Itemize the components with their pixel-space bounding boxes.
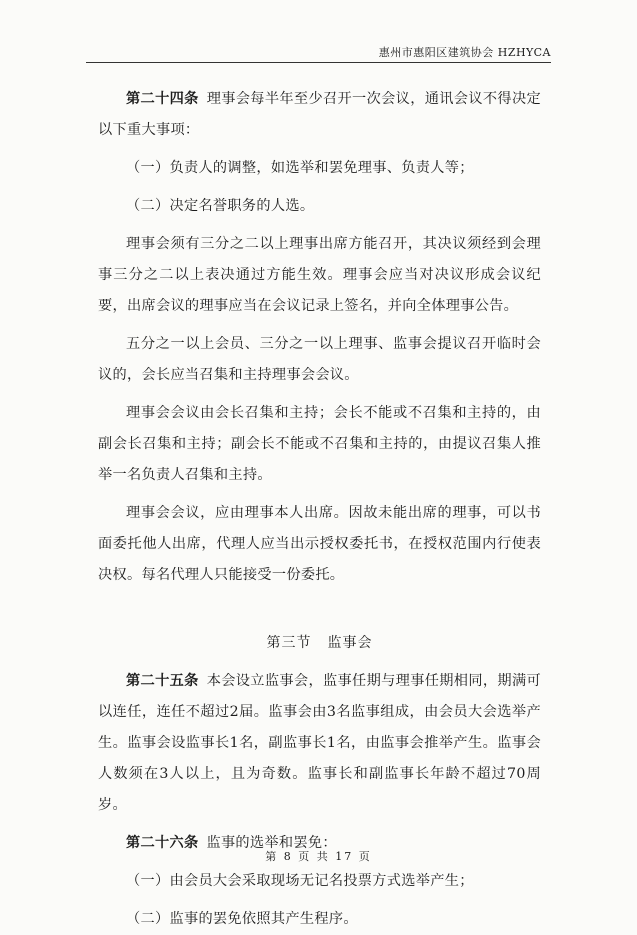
list-item: （二）决定名誉职务的人选。	[126, 198, 315, 214]
list-item: （一）负责人的调整，如选举和罢免理事、负责人等；	[126, 160, 474, 176]
article-label: 第二十四条	[126, 91, 199, 107]
article-label: 第二十六条	[126, 835, 199, 851]
article-text: 监事的选举和罢免：	[206, 835, 337, 851]
article-text: 本会设立监事会，监事任期与理事任期相同，期满可以连任，连任不超过2届。监事会由3名监事组成，由会员大会选举产生。监事会设监事长1名，副监事长1名，由监事会推举产生。监事会人数须在3人以上，且为奇数。监事长和副监事长年龄不超过70周岁。	[98, 673, 541, 813]
article-text: 理事会每半年至少召开一次会议，通讯会议不得决定以下重大事项：	[98, 91, 541, 138]
paragraph: 理事会会议，应由理事本人出席。因故未能出席的理事，可以书面委托他人出席，代理人应当出示授权委托书，在授权范围内行使表决权。每名代理人只能接受一份委托。	[98, 505, 541, 583]
article-label: 第二十五条	[126, 673, 199, 689]
list-item: （二）监事的罢免依照其产生程序。	[126, 911, 358, 927]
paragraph: 理事会会议由会长召集和主持；会长不能或不召集和主持的，由副会长召集和主持；副会长不能或不召集和主持的，由提议召集人推举一名负责人召集和主持。	[98, 405, 541, 483]
paragraph: 五分之一以上会员、三分之一以上理事、监事会提议召开临时会议的，会长应当召集和主持理事会会议。	[98, 336, 541, 383]
page-number: 第 8 页 共 17 页	[265, 850, 372, 863]
list-item: （一）由会员大会采取现场无记名投票方式选举产生；	[126, 873, 474, 889]
section-heading	[98, 628, 541, 659]
article-25	[98, 666, 541, 821]
paragraph: 理事会须有三分之二以上理事出席方能召开，其决议须经到会理事三分之二以上表决通过方能生效。理事会应当对决议形成会议纪要，出席会议的理事应当在会议记录上签名，并向全体理事公告。	[98, 236, 541, 314]
header-divider	[86, 62, 551, 63]
section-title: 监事会	[327, 635, 373, 651]
document-header: 惠州市惠阳区建筑协会 HZHYCA	[378, 46, 551, 59]
section-number: 第三节	[266, 635, 312, 651]
document-body	[98, 84, 541, 935]
article-24	[98, 84, 541, 146]
